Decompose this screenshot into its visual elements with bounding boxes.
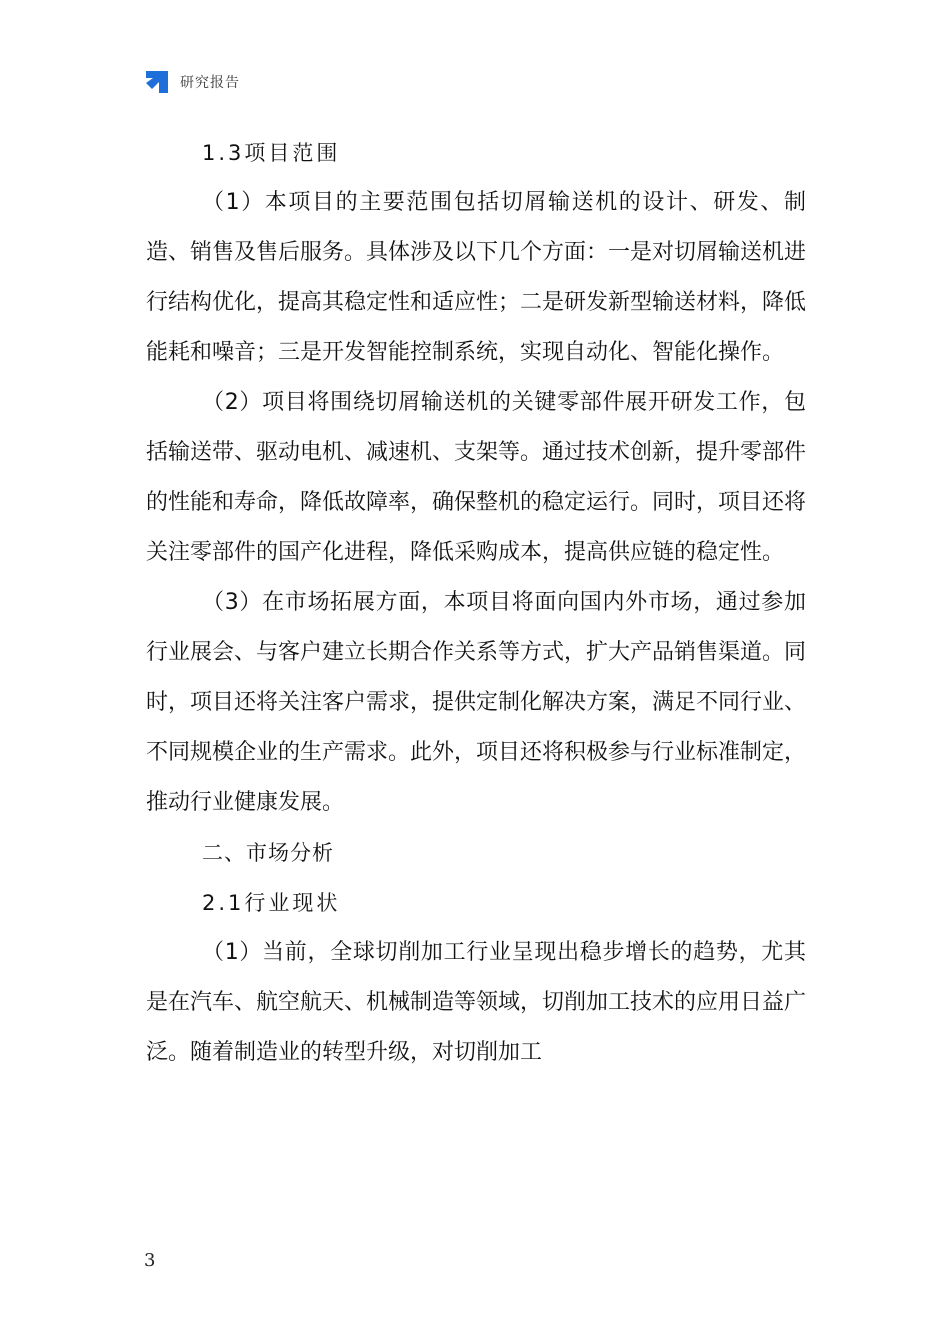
section-heading-2: 二、市场分析 xyxy=(202,841,334,865)
arrow-up-right-icon xyxy=(144,69,170,95)
document-body xyxy=(146,128,806,1078)
paragraph-3: （3）在市场拓展方面，本项目将面向国内外市场，通过参加行业展会、与客户建立长期合作关系等方式，扩大产品销售渠道。同时，项目还将关注客户需求，提供定制化解决方案，满足不同行业、不同规模企业的生产需求。此外，项目还将积极参与行业标准制定，推动行业健康发展。 xyxy=(146,590,807,815)
paragraph-4: （1）当前，全球切削加工行业呈现出稳步增长的趋势，尤其是在汽车、航空航天、机械制造等领域，切削加工技术的应用日益广泛。随着制造业的转型升级，对切削加工 xyxy=(146,940,807,1065)
page-number: 3 xyxy=(144,1250,156,1271)
page-header xyxy=(144,68,240,96)
section-heading-2-1: 2.1行业现状 xyxy=(202,891,341,915)
header-title: 研究报告 xyxy=(180,75,240,91)
paragraph-1: （1）本项目的主要范围包括切屑输送机的设计、研发、制造、销售及售后服务。具体涉及以下几个方面：一是对切屑输送机进行结构优化，提高其稳定性和适应性；二是研发新型输送材料，降低能耗和噪音；三是开发智能控制系统，实现自动化、智能化操作。 xyxy=(146,190,807,365)
section-heading-1-3: 1.3项目范围 xyxy=(202,141,341,165)
paragraph-2: （2）项目将围绕切屑输送机的关键零部件展开研发工作，包括输送带、驱动电机、减速机、支架等。通过技术创新，提升零部件的性能和寿命，降低故障率，确保整机的稳定运行。同时，项目还将关注零部件的国产化进程，降低采购成本，提高供应链的稳定性。 xyxy=(146,390,807,565)
